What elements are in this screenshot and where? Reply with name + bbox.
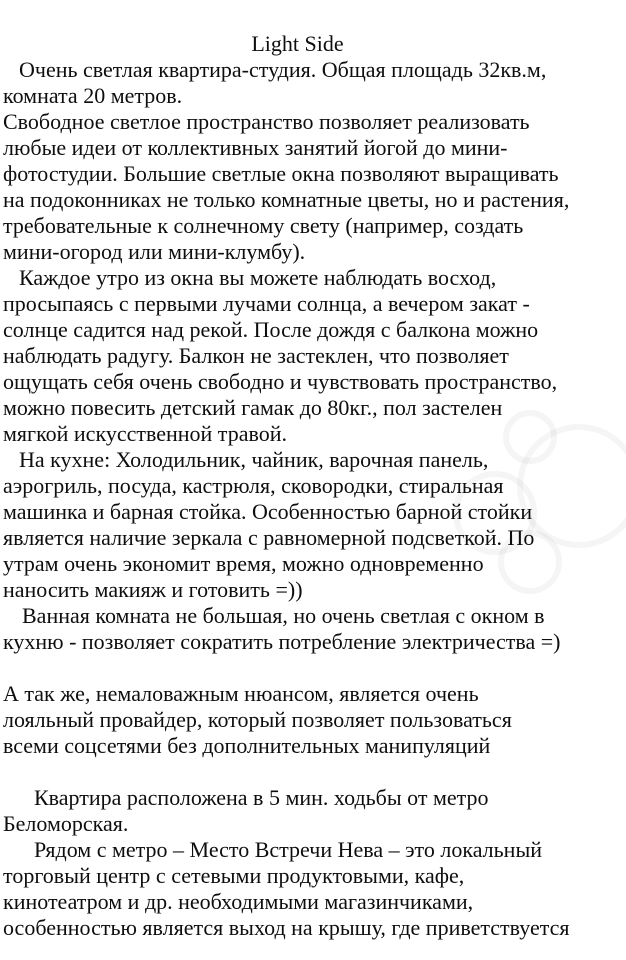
text-line: можно повесить детский гамак до 80кг., пол застелен bbox=[3, 395, 503, 420]
text-line: лояльный провайдер, который позволяет пользоваться bbox=[3, 707, 512, 732]
text-line: является наличие зеркала с равномерной подсветкой. По bbox=[3, 525, 535, 550]
text-line: кухню - позволяет сократить потребление электричества =) bbox=[3, 629, 561, 654]
text-line: Очень светлая квартира-студия. Общая площадь 32кв.м, bbox=[19, 57, 547, 82]
text-line: На кухне: Холодильник, чайник, варочная панель, bbox=[19, 447, 489, 472]
text-line: машинка и барная стойка. Особенностью барной стойки bbox=[3, 499, 533, 524]
document-title: Light Side bbox=[251, 31, 344, 56]
text-line: комната 20 метров. bbox=[3, 83, 183, 108]
text-line: ощущать себя очень свободно и чувствовать пространство, bbox=[3, 369, 558, 394]
text-line: фотостудии. Большие светлые окна позволяют выращивать bbox=[3, 161, 559, 186]
text-line: Свободное светлое пространство позволяет реализовать bbox=[3, 109, 530, 134]
text-line: Квартира расположена в 5 мин. ходьбы от метро bbox=[34, 785, 489, 810]
text-line: любые идеи от коллективных занятий йогой до мини- bbox=[3, 135, 508, 160]
text-line: на подоконниках не только комнатные цветы, но и растения, bbox=[3, 187, 570, 212]
text-line: всеми соцсетями без дополнительных манипуляций bbox=[3, 733, 491, 758]
text-line: кинотеатром и др. необходимыми магазинчиками, bbox=[3, 889, 474, 914]
text-line: требовательные к солнечному свету (например, создать bbox=[3, 213, 524, 238]
text-line: мягкой искусственной травой. bbox=[3, 421, 287, 446]
text-line: Беломорская. bbox=[3, 811, 129, 836]
text-line: особенностью является выход на крышу, где приветствуется bbox=[3, 915, 570, 940]
text-line: А так же, немаловажным нюансом, является очень bbox=[3, 681, 479, 706]
text-line: наносить макияж и готовить =)) bbox=[3, 577, 303, 602]
text-line: торговый центр с сетевыми продуктовыми, кафе, bbox=[3, 863, 465, 888]
text-line: мини-огород или мини-клумбу). bbox=[3, 239, 306, 264]
text-line: наблюдать радугу. Балкон не застеклен, что позволяет bbox=[3, 343, 509, 368]
text-line: Каждое утро из окна вы можете наблюдать восход, bbox=[19, 265, 497, 290]
text-line: Ванная комната не большая, но очень светлая с окном в bbox=[22, 603, 545, 628]
text-line: Рядом с метро – Место Встречи Нева – это локальный bbox=[34, 837, 543, 862]
text-line: просыпаясь с первыми лучами солнца, а вечером закат - bbox=[3, 291, 530, 316]
text-line: аэрогриль, посуда, кастрюля, сковородки, стиральная bbox=[3, 473, 504, 498]
text-line: солнце садится над рекой. После дождя с балкона можно bbox=[3, 317, 539, 342]
text-line bbox=[3, 655, 618, 681]
text-line bbox=[3, 759, 618, 785]
text-line: утрам очень экономит время, можно одновременно bbox=[3, 551, 484, 576]
description-text bbox=[3, 31, 618, 941]
